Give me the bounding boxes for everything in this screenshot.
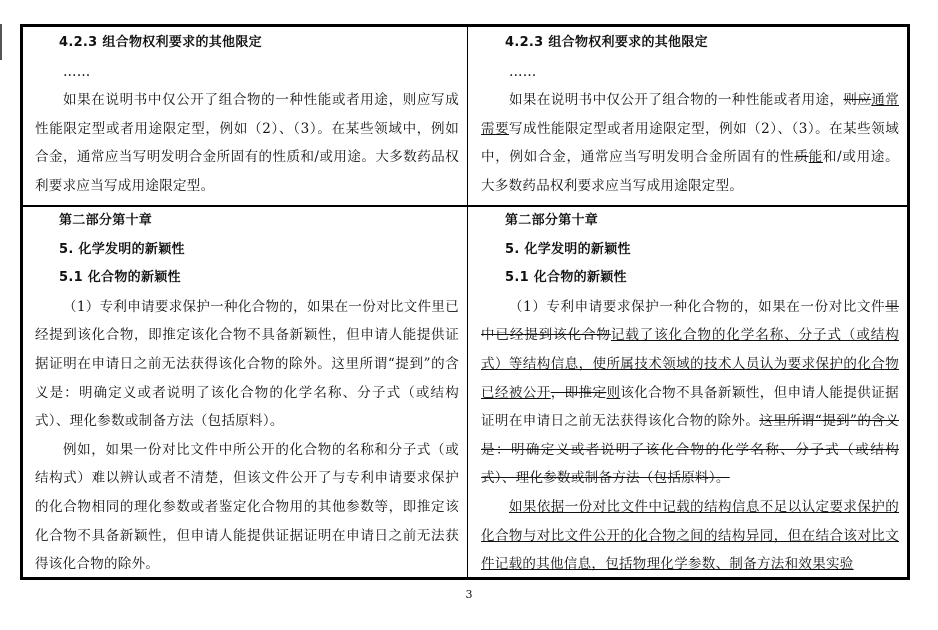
section-heading: 4.2.3 组合物权利要求的其他限定 <box>59 35 262 50</box>
inserted-text: 则 <box>606 384 621 401</box>
subsection-heading: 5.1 化合物的新颖性 <box>505 270 627 286</box>
chapter-heading: 第二部分第十章 <box>505 213 599 228</box>
deleted-text: ，即推定 <box>550 384 607 401</box>
inserted-text: 通常需要 <box>481 92 899 137</box>
inserted-text: 记载了该化合物的化学名称、分子式（或结构式）等结构信息，使所属技术领域的技术人员认为要求保护的化合物已经被公开 <box>481 327 899 401</box>
page-number: 3 <box>465 588 473 601</box>
section-heading: 5. 化学发明的新颖性 <box>59 241 185 257</box>
inserted-paragraph: 如果依据一份对比文件中记载的结构信息不足以认定要求保护的化合物与对比文件公开的化合物之间的结构异同，但在结合该对比文件记载的其他信息，包括物理化学参数、制备方法和效果实验 <box>481 498 899 573</box>
paragraph: （1）专利申请要求保护一种化合物的，如果在一份对比文件里已经提到该化合物，即推定该化合物不具备新颖性，但申请人能提供证据证明在申请日之前无法获得该化合物的除外。这里所谓“提到”的含义是：明确定义或者说明了该化合物的化学名称、分子式（或结构式）、理化参数或制备方法（包括原料）。 <box>35 298 459 430</box>
paragraph <box>481 86 899 200</box>
deleted-text: 里中已经提到该化合物 <box>481 298 899 344</box>
column-divider <box>467 27 468 577</box>
subsection-heading: 5.1 化合物的新颖性 <box>59 270 181 286</box>
paragraph: 例如，如果一份对比文件中所公开的化合物的名称和分子式（或结构式）难以辨认或者不清楚，但该文件公开了与专利申请要求保护的化合物相同的理化参数或者鉴定化合物用的其他参数等，即推定该化合物不具备新颖性，但申请人能提供证据证明在申请日之前无法获得该化合物的除外。 <box>35 441 459 573</box>
right-top-cell <box>469 27 907 205</box>
comparison-table <box>20 24 910 580</box>
ellipsis: …… <box>509 63 537 80</box>
text: 如果在说明书中仅公开了组合物的一种性能或者用途， <box>509 92 844 109</box>
deleted-text: 则应 <box>843 92 872 109</box>
deleted-text: 质 <box>794 149 809 166</box>
paragraph <box>481 293 899 493</box>
left-bottom-cell <box>23 207 467 580</box>
section-heading: 5. 化学发明的新颖性 <box>505 241 631 257</box>
text: （1）专利申请要求保护一种化合物的，如果在一份对比文件 <box>509 298 886 315</box>
ellipsis: …… <box>63 63 91 80</box>
text: 和/或用途。大多数药品权利要求应当写成用途限定型。 <box>481 149 899 194</box>
right-bottom-cell <box>469 207 907 580</box>
inserted-text: 能 <box>808 149 823 166</box>
text: 该化合物不具备新颖性，但申请人能提供证据证明在申请日之前无法获得该化合物的除外。 <box>481 384 899 430</box>
deleted-text: 这里所谓“提到”的含义是：明确定义或者说明了该化合物的化学名称、分子式（或结构式）、理化参数或制备方法（包括原料）。 <box>481 413 899 487</box>
paragraph: 如果在说明书中仅公开了组合物的一种性能或者用途，则应写成性能限定型或者用途限定型，例如（2）、（3）。在某些领域中，例如合金，通常应当写明发明合金所固有的性质和/或用途。大多数药品权利要求应当写成用途限定型。 <box>35 92 459 194</box>
section-heading: 4.2.3 组合物权利要求的其他限定 <box>505 35 708 50</box>
margin-change-bar <box>0 24 2 60</box>
left-top-cell <box>23 27 467 205</box>
text: 写成性能限定型或者用途限定型，例如（2）、（3）。在某些领域中，例如合金，通常应当写明发明合金所固有的性 <box>481 120 899 166</box>
chapter-heading: 第二部分第十章 <box>59 213 153 228</box>
